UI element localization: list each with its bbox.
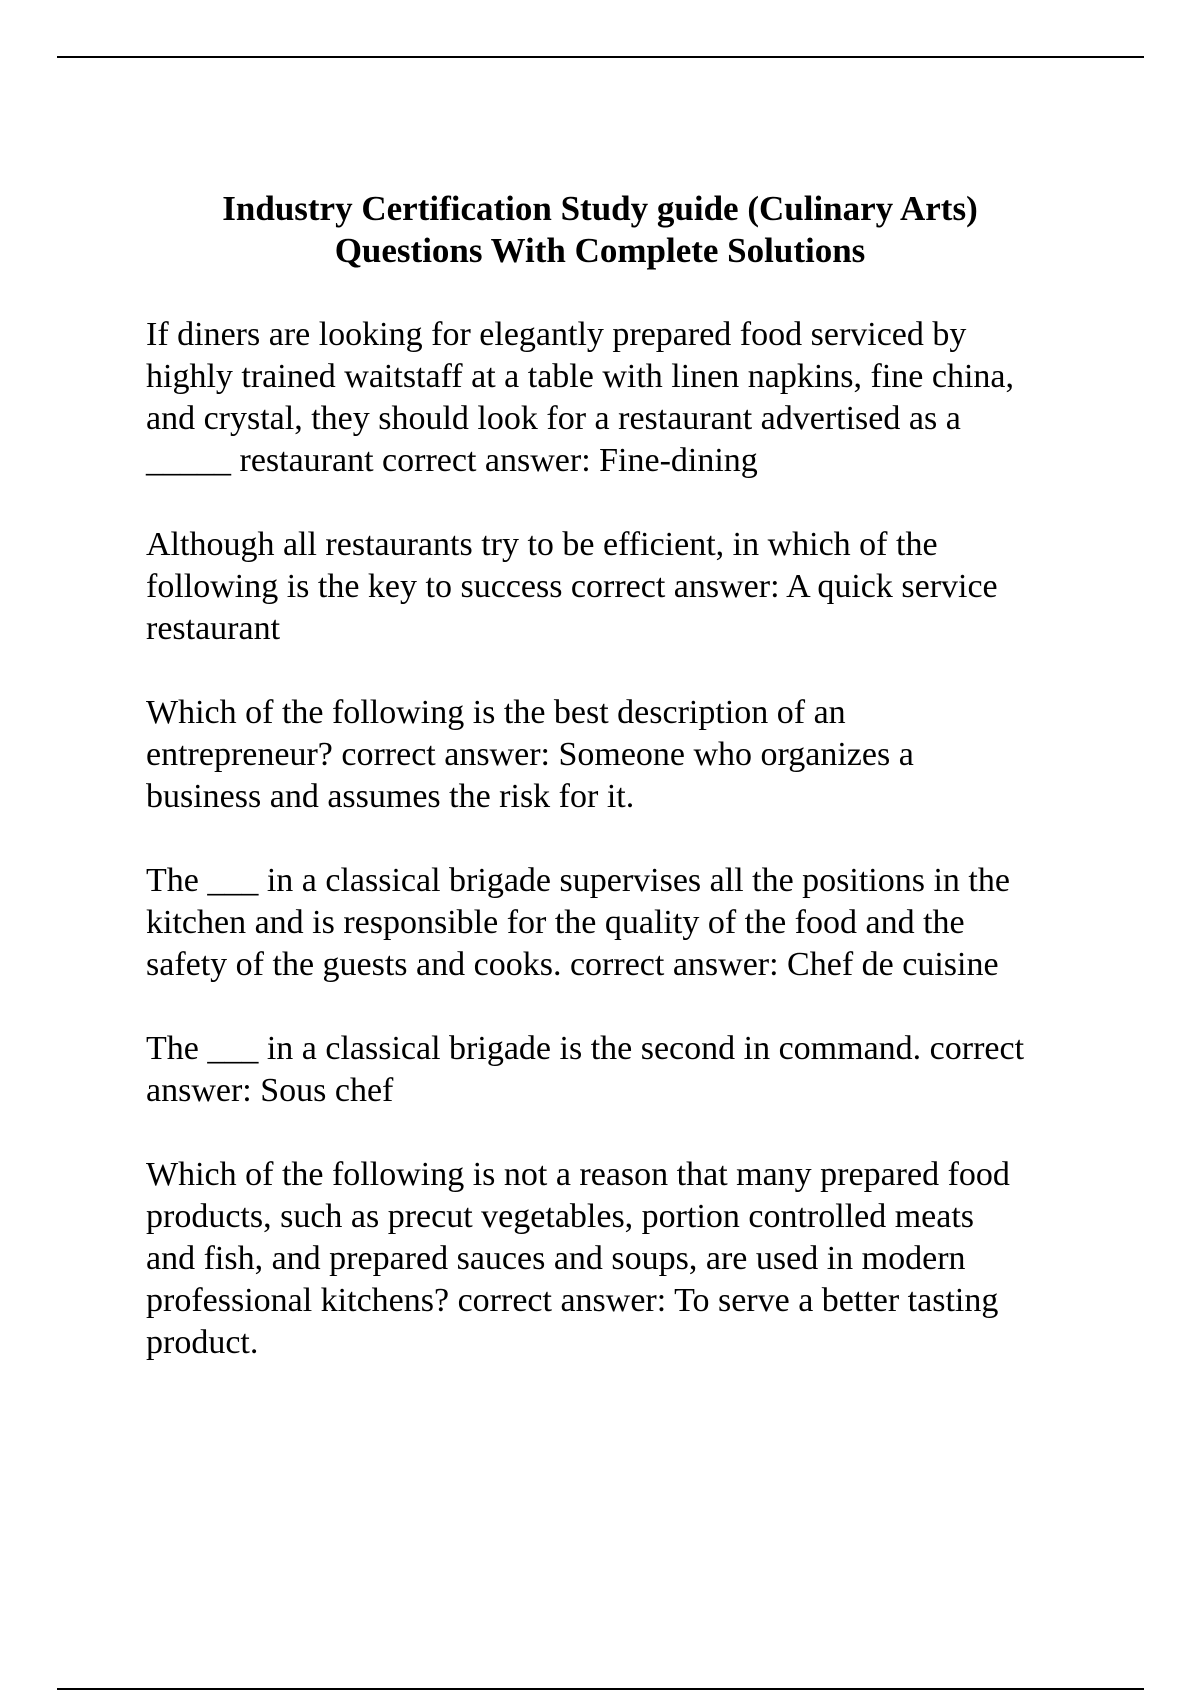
qa-item-4 <box>146 860 1106 986</box>
qa-item-1 <box>146 314 1106 482</box>
qa-line: professional kitchens? correct answer: To serve a better tasting <box>146 1282 999 1319</box>
qa-list <box>146 314 1106 1406</box>
qa-line: _____ restaurant correct answer: Fine-dining <box>146 442 758 479</box>
qa-line: entrepreneur? correct answer: Someone who organizes a <box>146 736 914 773</box>
qa-line: restaurant <box>146 610 281 647</box>
qa-item-5 <box>146 1028 1106 1112</box>
qa-line: product. <box>146 1324 259 1361</box>
qa-line: business and assumes the risk for it. <box>146 778 635 815</box>
qa-line: Which of the following is the best description of an <box>146 694 846 731</box>
document-title <box>100 188 1100 272</box>
qa-line: Although all restaurants try to be efficient, in which of the <box>146 526 938 563</box>
qa-item-6 <box>146 1154 1106 1364</box>
qa-line: The ___ in a classical brigade supervises all the positions in the <box>146 862 1010 899</box>
qa-item-2 <box>146 524 1106 650</box>
qa-line: following is the key to success correct answer: A quick service <box>146 568 998 605</box>
qa-line: The ___ in a classical brigade is the second in command. correct <box>146 1030 1025 1067</box>
qa-line: kitchen and is responsible for the quality of the food and the <box>146 904 965 941</box>
title-line-1: Industry Certification Study guide (Culinary Arts) <box>222 189 978 228</box>
qa-line: answer: Sous chef <box>146 1072 394 1109</box>
qa-line: and fish, and prepared sauces and soups, are used in modern <box>146 1240 966 1277</box>
qa-line: highly trained waitstaff at a table with linen napkins, fine china, <box>146 358 1015 395</box>
bottom-rule <box>57 1688 1144 1690</box>
qa-line: and crystal, they should look for a restaurant advertised as a <box>146 400 961 437</box>
qa-line: Which of the following is not a reason that many prepared food <box>146 1156 1010 1193</box>
top-rule <box>57 56 1144 58</box>
qa-line: If diners are looking for elegantly prepared food serviced by <box>146 316 967 353</box>
qa-line: products, such as precut vegetables, portion controlled meats <box>146 1198 975 1235</box>
qa-item-3 <box>146 692 1106 818</box>
qa-line: safety of the guests and cooks. correct answer: Chef de cuisine <box>146 946 999 983</box>
title-line-2: Questions With Complete Solutions <box>334 231 866 270</box>
